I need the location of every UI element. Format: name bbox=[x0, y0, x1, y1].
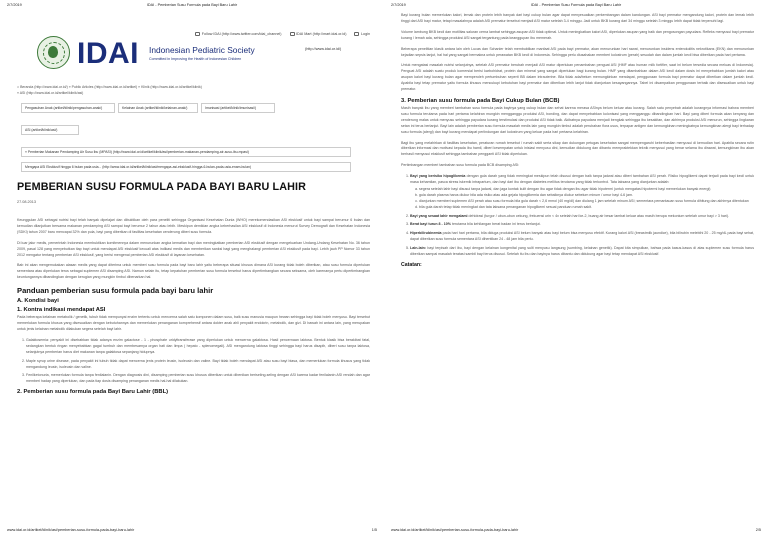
print-url: www.idai.or.id/artikel/klinik/asi/pemberian-susu-formula-pada-bayi-baru-lahir bbox=[7, 528, 135, 532]
paragraph: Bagi ibu yang melahirkan di fasilitas kesehatan, peraturan rumah tersebut / rumah sakit serta sikap dan dukungan petugas kesehatan sangat mempengaruhi keberhasilan menyusui di kemudian hari. Apabila secara rutin diberikan informasi dan motivasi kepada ibu hamil, diberi kesempatan untuk inisiasi menyusu dini, kemudian didukung dan dibantu mempraktekkan teknik menyusui yang benar selama ibu dirawat, kemungkinan ibu akan berhasil menyusui eksklusif sehingga tambahan pengganti ASI tidak diperlukan. bbox=[401, 140, 754, 157]
paragraph: Beberapa penelitian klasik antara lain oleh Lucas dan Schanler telah membuktikan manfaat ASI pada bayi prematur, akan menurunkan hari rawat, menurunkan insidens enterokolitis nekrotikans (EKN) dan menurunkan kejadian sepsis lanjut, hal hal yang sangat bermakna untuk perawatan BKB kecil di Indonesia. Sehingga perlu diusahakan memberi kolostrum (perah) sesudah dan dalam jumlah kecil bisa diberikan pada hari pertama. bbox=[401, 46, 754, 57]
tag-kelainan[interactable]: Kelainan Anak (artikel/klinik/kelainan-anak/) bbox=[118, 103, 198, 113]
print-title: IDAI - Pemberian Susu Formula pada Bayi Baru Lahir bbox=[530, 3, 622, 7]
list-item: 2. Bayi yang sesaat lahir mengalami dehidrasi (turgor / ubun-ubun cekung, frekuensi urin < 4x setelah hari ke-2, buang air besar lambat keluar atau masih berupa mekonium setelah umur bayi > 3 hari). bbox=[410, 214, 754, 220]
print-page-2 bbox=[384, 0, 768, 543]
list-item: 1. Bayi yang berisiko hipoglikemia dengan gula darah yang tidak meningkat meskipun telah disusui dengan baik tanpa jadwal atau diberi tambahan ASI perah. Risiko hipoglikemi dapat terjadi pada bayi kecil untuk masa kehamilan, pasca stress iskemik intrapartum, dan bayi dari ibu dengan diabetes mellitus terutama yang tidak terkontrol. Tata laksana yang dianjurkan adalah: a. segera setelah lahir bayi disusui tanpa jadwal, dan jaga kontak kulit dengan ibu agar tidak dengan ibu agar tidak hipotermi (untuk mengatasi hipotermi bayi memerlukan banyak energi) b. gula darah plasma harus diukur bila ada risiko atau ada gejala hipoglikemia dan sebaiknya diukur sebelum minum / umur bayi 4-6 jam. c. dianjurkan memberi suplemen ASI perah atau susu formula bila gula darah < 2,6 mmol (40 mg/dl) dan diulang 1 jam setelah minum ASI; sementara pemantauan susu formula dihitung dan akhirnya ditentukan d. bila gula darah tetap tidak meningkat dan tata laksana penanganan hipoglikemi sesuai panduan rumah sakit. bbox=[410, 174, 754, 210]
paragraph: Pertimbangan memberi tambahan susu formula pada BCB disamping ASI: bbox=[401, 163, 520, 168]
idai-seal-icon bbox=[37, 36, 70, 69]
paragraph: Bayi kurang bulan memerlukan kalori, lemak dan protein lebih banyak dari bayi cukup bulan agar dapat menyesuaikan perkembangan dalam kandungan. ASI bayi prematur mengandung kalori, protein dan lemak lebih tinggi dari ASI bayi matur, tetapi masalahnya adalah ASI prematur tersebut menjadi ASI matur setelah 3-4 minggu. Jadi untuk BKB kurang dari 34 minggu setelah 3 minggu lebih dapat tidak terpenuhi lagi. bbox=[401, 13, 754, 23]
list-item: 4. Hiperbilirubinemia pada hari hari pertama, bila diduga produksi ASI belum banyak atau bayi belum bisa menyusu efektif. Kurang kalori ASI (breastmilk jaundice), bila bilirubin melebihi 20 - 25 mg/dL pada bayi sehat, dapat diberikan susu formula sementara ASI dihentikan 24 - 48 jam bila perlu. bbox=[410, 231, 754, 243]
article-body-left bbox=[17, 218, 370, 397]
tag-imunisasi[interactable]: Imunisasi (artikel/klinik/imunisasi/) bbox=[201, 103, 275, 113]
page-number: 1/5 bbox=[371, 528, 377, 532]
section-1-heading: 1. Kontra indikasi mendapat ASI bbox=[17, 307, 106, 314]
idai-mart-link[interactable]: IDAI Mart (http://mart.idai.or.id) bbox=[290, 32, 347, 36]
logo-org-name: Indonesian Pediatric Society bbox=[149, 45, 255, 55]
intro-paragraph-2: Di luar jalur medis, pemerintah Indonesia membuktikan komitmennya dalam menurunkan angka kematian bayi dan meningkatkan pemberian ASI eksklusif dengan mengeluarkan Undang-Undang Kesehatan No. 36 tahun 2009, pasal 128 yang menyebutkan tiap bayi untuk mendapat ASI eksklusif kecuali atas indikasi medis dan memberikan sanksi bagi yang menghalangi pemberian ASI eksklusif pada bayi. Lebih jauh PP Nomor 33 tahun 2012 mengatur tentang pemberian ASI eksklusif, yang berisi mengenai pemberian ASI eksklusif di layanan kesehatan. bbox=[17, 240, 370, 257]
paragraph: Untuk mengatasi masalah nutrisi selanjutnya, setelah ASI prematur berubah menjadi ASI matur diperlukan penambahan penguat ASI (HMF atau human milk fortifier, saat ini belum tersedia secara meluas di Indonesia). Penguat ASI adalah suatu produk komersial berisi karbohidrat, protein dan mineral yang sangat diperlukan bagi kurang bulan. HMF yang ditambahkan dalam ASI kecil dalam dosis ini menyebabkan jumlah kalori atau asupan kalori bayi kurang bulan agar memperoleh pertumbuhan seperti BB dalam intrauterine. Bila tidak ada/belum memungkinkan mendapat, penggunaan formula bayi prematur dapat diberikan dalam jumlah kecil. Apabila bayi tetap prematur yaitu formula khusus mencukupi kebutuhan bayi prematur dan diberikan lebih lanjut tidak dianjurkan kesayangannya. Tabel ini disampaikan penggunaan terbaik dan disesuaikan untuk bayi prematur. bbox=[401, 63, 754, 92]
sub-list bbox=[419, 187, 754, 211]
print-footer bbox=[391, 528, 761, 536]
home-icon: ⌂ bbox=[17, 85, 21, 89]
prev-article-link[interactable]: « Pemberian Makanan Pendamping Air Susu Ibu (MPASI) (http://www.idai.or.id/artikel/klinik/asi/pemberian-makanan-pendamping-air-susu-ibu-mpasi) bbox=[21, 147, 351, 157]
catatan-heading: Catatan: bbox=[401, 262, 422, 268]
logo-abbr: IDAI bbox=[77, 37, 139, 70]
logo-tagline: Committed in Improving the Health of Indonesian Children bbox=[149, 57, 242, 61]
list-item: 3. Fenilketonuria, memerlukan formula tanpa fenilalanin. Dengan diagnosis dini, disamping pemberian susu khusus diberikan untuk dibenikan beriseling-seling dengan ASI karena kadar fenilalanin ASI rendah dan agar memberi hadap yang diperlukan, dan pada tiap dosis disamping penanganan medis hal-hal dilakukan. bbox=[26, 373, 370, 385]
contraindication-list bbox=[26, 338, 370, 385]
article-body-right bbox=[401, 13, 754, 270]
twitter-link[interactable]: Follow IDAI (http://www.twitter.com/idai_channel) bbox=[195, 32, 281, 36]
sub-list-item: a. segera setelah lahir bayi disusui tanpa jadwal, dan jaga kontak kulit dengan ibu agar tidak dengan ibu agar tidak hipotermi (untuk mengatasi hipotermi bayi memerlukan banyak energi) bbox=[419, 187, 754, 193]
site-logo[interactable] bbox=[37, 36, 357, 74]
list-item: 2. Maple syrup urine disease, pada penyakit ini tubuh tidak dapat mencerna jenis protein leusin, isoleusin dan valine. Bayi tidak boleh mendapat ASI atau susu bayi biasa, dan memerlukan formula khusus yang tidak mengandung leusin, isoleusin dan valine. bbox=[26, 359, 370, 371]
logo-site-url[interactable]: (http://www.idai.or.id/) bbox=[305, 47, 342, 51]
section-1-text: Pada beberapa kelainan metabolik / genetik, tubuh tidak mempunyai enzim tertentu untuk mencerna salah satu komponen dalam susu, baik susu manusia maupun hewan sehingga bayi tidak boleh menyusu. Bayi tersebut memerlukan formula khusus yang disesuaikan dengan kebutuhannya dan memerlukan penanganan komprehensif antara dokter anak ahli penyakit endokrin, metabolik, dan gizi. Di bawah ini antara lain, yang merupakan untuk jenis kelainan metabolik dilakukan segera setelah bayi lahir. bbox=[17, 315, 370, 331]
article-title: PEMBERIAN SUSU FORMULA PADA BAYI BARU LAHIR bbox=[17, 181, 307, 193]
print-date: 2/7/2019 bbox=[391, 3, 406, 7]
print-header bbox=[391, 3, 761, 11]
list-item: 5. Lain-lain: bayi terpisah dari ibu, bayi dengan kelainan kongenital yang sulit menyusu langsung (sumbing, kelainan genetik). Dapat kita simpulkan, bahwa pada kasus-kasus di atas suplemen susu formula harus diberikan sampai masalah teratasi sambil bayi terus disusui. Setelah itu ibu dan bayinya harus dibantu dan didukung agar bayi tetap mendapat ASI eksklusif. bbox=[410, 246, 754, 258]
guide-heading: Panduan pemberian susu formula pada bayi baru lahir bbox=[17, 286, 214, 296]
sub-list-item: b. gula darah plasma harus diukur bila ada risiko atau ada gejala hipoglikemia dan sebaiknya diukur sebelum minum / umur bayi 4-6 jam. bbox=[419, 193, 754, 199]
article-date: 27.08.2013 bbox=[17, 200, 37, 204]
print-footer bbox=[7, 528, 377, 536]
breadcrumb bbox=[17, 85, 370, 96]
print-date: 2/7/2019 bbox=[7, 3, 22, 7]
page-number: 2/5 bbox=[755, 528, 761, 532]
section-a-heading: A. Kondisi bayi bbox=[17, 298, 59, 305]
sub-list-item: d. bila gula darah tetap tidak meningkat dan tata laksana penanganan hipoglikemi sesuai panduan rumah sakit. bbox=[419, 205, 754, 211]
sub-list-item: c. dianjurkan memberi suplemen ASI perah atau susu formula bila gula darah < 2,6 mmol (40 mg/dl) dan diulang 1 jam setelah minum ASI; sementara pemantauan susu formula dihitung dan akhirnya ditentukan bbox=[419, 199, 754, 205]
breadcrumb-line-2[interactable]: » ASI (http://www.idai.or.id/artikel/klinik/asi) bbox=[17, 90, 84, 95]
intro-paragraph-1: Keunggulan ASI sebagai nutrisi bayi telah banyak dipelajari dan dibuktikan oleh para peneliti sehingga Organisasi Kesehatan Dunia (WHO) merekomendasikan ASI eksklusif untuk bayi sampai berumur 6 bulan dan kemudian dilanjutkan bersama makanan pendamping ASI sampai bayi berumur 2 tahun atau lebih. Meskipun demikian angka keberhasilan ASI eksklusif di Indonesia menurut Survey Demografi dan Kesehatan Indonesia (SDKI) tahun 2007 baru mencapai 32% dan pula, bayi yang diberikan di fasilitas kesehatan cenderung diberi susu formula. bbox=[17, 218, 370, 234]
paragraph: Masih banyak ibu yang memberi tambahan susu formula pada bayinya yang cukup bulan dan sehat karena merasa ASInya belum keluar atau kurang. Salah satu penyebab adalah kurangnya informasi bahwa memberi susu formula terutama pada hari pertama kelahiran mungkin mengganggu produksi ASI, bonding, dan dapat menyebabkan kolonisasi yang mengganggu dibandingkan hari. Bayi yang diberi formula akan kenyang dan cenderung malas untuk menyusu sehingga payudara kurang terstimulasi dan produksi ASI tidak baik. Akibatnya payudara menjadi bengkak sehingga ibu kesakitan, dan akhirnya produksi ASI menurun, sehingga lingkaran setan ini terus berlanjut. Bayi lain adalah pemberian susu formula masalah medis lain yang mungkin timbul adalah perubahan flora usus, terpapar antigen dan kemungkinan meningkatnya kemungkinan alergi bayi terhadap susu formula (alergi) dan bayi kurang mendapat perlindungan dari kolostrum yang keluar pada hari pertama kelahiran. bbox=[401, 105, 754, 134]
login-link[interactable]: Login bbox=[354, 32, 370, 36]
paragraph: Volume lambung BKB kecil dan motilitas saluran cerna lambat sehingga asupan ASI tidak optimal. Untuk meningkatkan kalori ASI, diperlukan asupan yang baik dan pengosongan payudara. Refleks menyusui bayi prematur kurang / lemah ada, sehingga produksi ASI sangat tergantung pada keanggupan ibu memerah. bbox=[401, 29, 754, 40]
section-3-heading: 3. Pemberian susu formula pada Bayi Cukup Bulan (BCB) bbox=[401, 97, 560, 104]
list-item: 1. Galaktosemia: penyakit ini disebabkan tidak adanya enzim galactose - 1 - phosphate uridyltransferase yang diperlukan untuk mencerna galaktosa. Hasil pencernaan laktosa. Bentuk klasik bisa berakibat fatal, sedangkan bentuk ringan menyebabkan gagal tumbuh dan membesarnya organ hati dan limpa ( hepato - splenomegali). ASI mengandung laktosa tinggi sehingga bayi harus disapih, diberi susu tanpa laktosa, selanjutnya pemberian harus diet makanan tanpa galaktosa sepanjang hidupnya. bbox=[26, 338, 370, 356]
print-url: www.idai.or.id/artikel/klinik/asi/pemberian-susu-formula-pada-bayi-baru-lahir bbox=[391, 528, 519, 532]
bcb-consideration-list bbox=[410, 174, 754, 258]
section-2-heading: 2. Pemberian susu formula pada Bayi Baru Lahir (BBL) bbox=[17, 389, 169, 396]
breadcrumb-line-1[interactable]: Beranda (http://www.idai.or.id/) » Public Articles (http://www.idai.or.id/artikel) » Klinik (http://www.idai.or.id/artikel/klinik) bbox=[20, 85, 202, 89]
tag-asi[interactable]: ASI (artikel/klinik/asi/) bbox=[21, 125, 79, 135]
next-article-link[interactable]: Mengapa ASI Eksklusif hingga 6 bulan pada usia... (http://www.idai.or.id/artikel/klinik/asi/mengapa-asi-eksklusif-hingga-6-bulan-pada-usia-enam-bulan) bbox=[21, 162, 351, 172]
print-header bbox=[7, 3, 377, 11]
intro-paragraph-3: Bab ini akan mengemukakan alasan medis yang dapat diterima untuk memberi susu formula pada bayi baru lahir yaitu beberapa situasi khusus dimana ASI kurang tidak boleh diberikan, atau susu formula diperlukan sementara atau diperlukan terus sebagai suplemen ASI disamping ASI. Namun selain itu, tetap kepatuhan pemberian susu formula tersebut harus dipertimbangkan secara seksama, oleh karenanya pertu dipertimbangkan keuntungannya dibandingkan dengan kerugian yang mungkin timbul dibenarkan hal. bbox=[17, 263, 370, 280]
print-title: IDAI - Pemberian Susu Formula pada Bayi Baru Lahir bbox=[146, 3, 238, 7]
list-item: 3. Berat bayi turun 8 - 10% terutama bila kehilangan berat badan ini terus berlanjut. bbox=[410, 222, 754, 228]
tag-pengasuhan[interactable]: Pengasuhan Anak (artikel/klinik/pengasuhan-anak/) bbox=[21, 103, 115, 113]
